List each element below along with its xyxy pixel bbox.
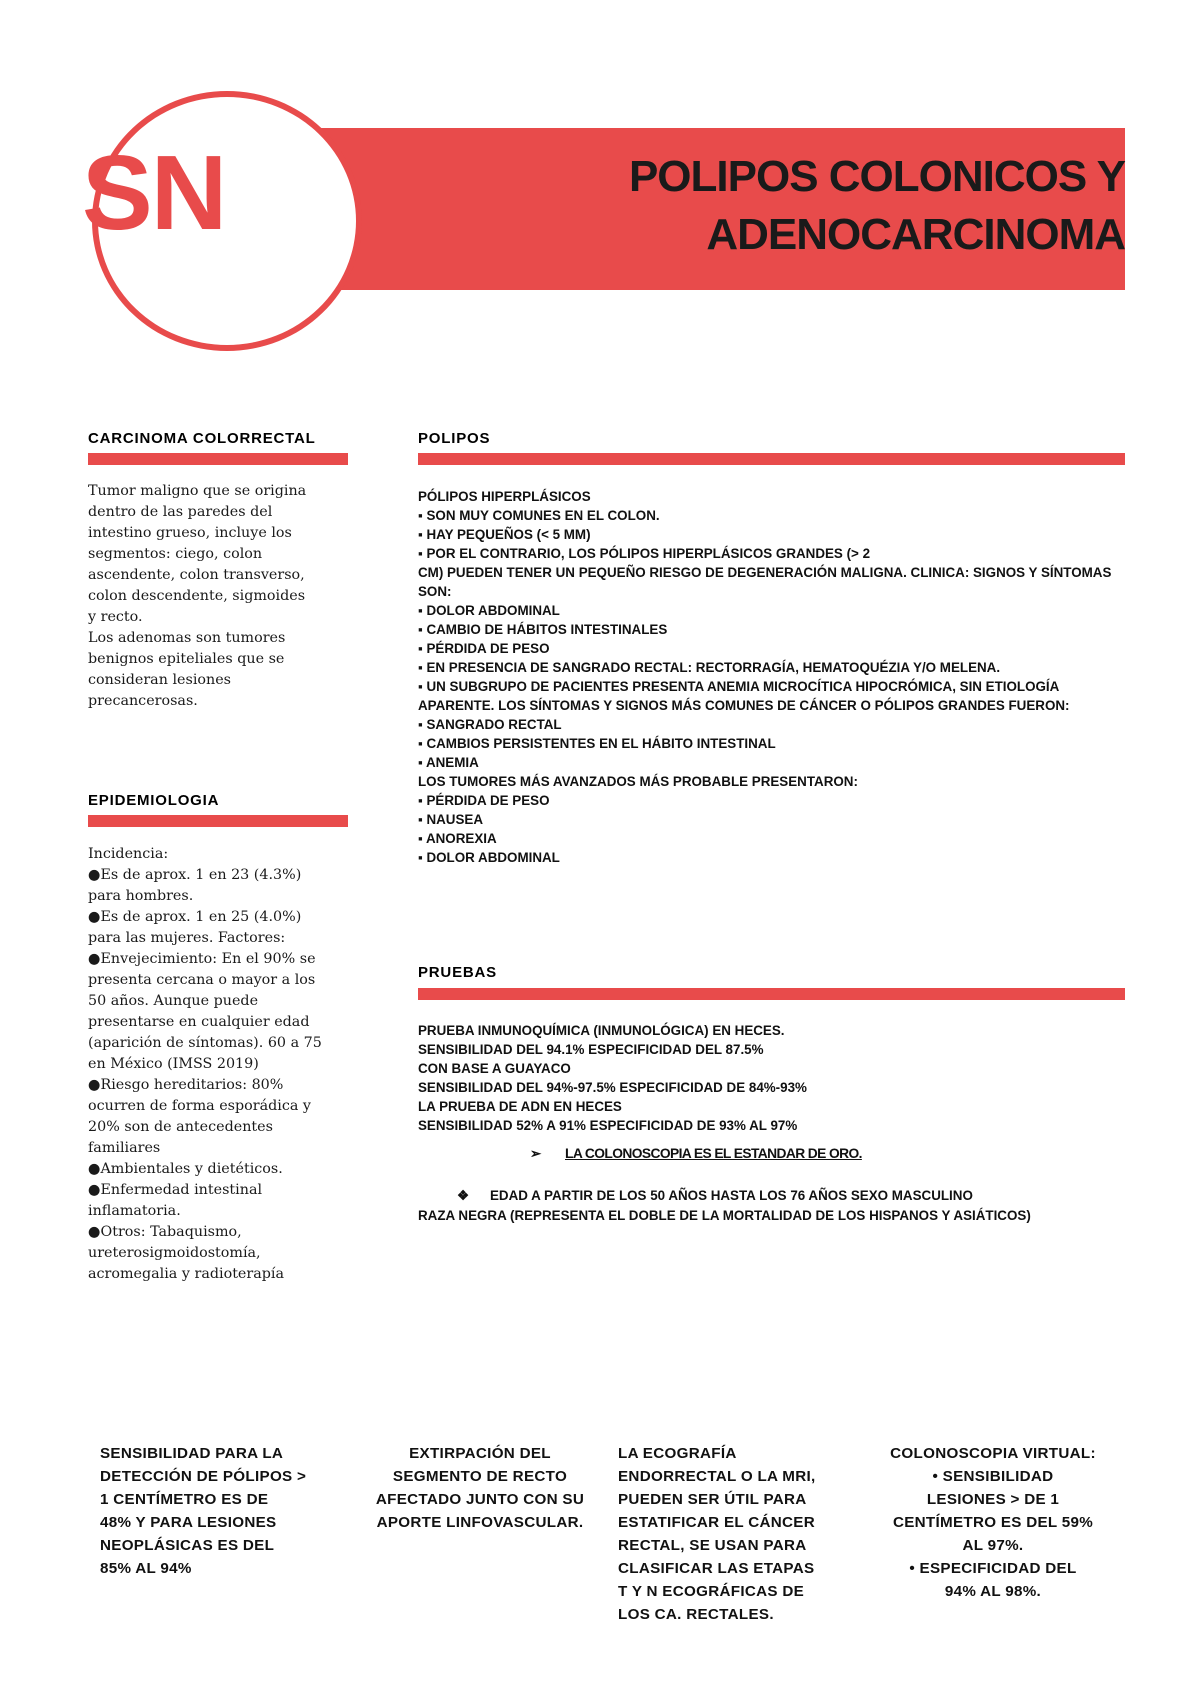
polipos-line: CM) PUEDEN TENER UN PEQUEÑO RIESGO DE DEGENERACIÓN MALIGNA. CLINICA: SIGNOS Y SÍNTOMAS	[418, 565, 1112, 580]
polipos-line: ▪ DOLOR ABDOMINAL	[418, 603, 560, 618]
epidemiologia-line: presenta cercana o mayor a los	[88, 972, 316, 988]
footer-line: T Y N ECOGRÁFICAS DE	[618, 1583, 805, 1600]
epidemiologia-line: inflamatoria.	[88, 1203, 181, 1219]
carcinoma-line: benignos epiteliales que se	[88, 651, 285, 667]
polipos-line: ▪ NAUSEA	[418, 812, 484, 827]
page-title	[425, 148, 1125, 264]
pruebas-rule	[418, 988, 1125, 1000]
title-line: ADENOCARCINOMA	[706, 210, 1125, 259]
polipos-heading: POLIPOS	[418, 430, 491, 447]
polipos-line: ▪ UN SUBGRUPO DE PACIENTES PRESENTA ANEMIA MICROCÍTICA HIPOCRÓMICA, SIN ETIOLOGÍA	[418, 679, 1060, 694]
epidemiologia-line: para hombres.	[88, 888, 194, 904]
polipos-text	[418, 487, 1111, 867]
polipos-rule	[418, 453, 1125, 465]
polipos-line: ▪ PÉRDIDA DE PESO	[418, 641, 550, 656]
pruebas-line: SENSIBILIDAD DEL 94.1% ESPECIFICIDAD DEL 87.5%	[418, 1042, 764, 1057]
carcinoma-rule	[88, 453, 348, 465]
footer-line: 94% AL 98%.	[944, 1583, 1042, 1600]
footer-line: LA ECOGRAFÍA	[618, 1445, 737, 1462]
polipos-line: PÓLIPOS HIPERPLÁSICOS	[418, 489, 591, 504]
pruebas-line: LA PRUEBA DE ADN EN HECES	[418, 1099, 622, 1114]
epidemiologia-rule	[88, 815, 348, 827]
carcinoma-heading: CARCINOMA COLORRECTAL	[88, 430, 316, 447]
epidemiologia-line: ocurren de forma esporádica y	[88, 1098, 312, 1114]
monogram-logo: SN	[82, 134, 226, 252]
gold-standard-note: LA COLONOSCOPIA ES EL ESTANDAR DE ORO.	[565, 1146, 862, 1161]
carcinoma-line: segmentos: ciego, colon	[88, 546, 263, 562]
polipos-line: ▪ POR EL CONTRARIO, LOS PÓLIPOS HIPERPLÁSICOS GRANDES (> 2	[418, 546, 871, 561]
epidemiologia-line: ●Enfermedad intestinal	[88, 1182, 263, 1198]
epidemiologia-line: (aparición de síntomas). 60 a 75	[88, 1035, 322, 1051]
epidemiologia-line: para las mujeres. Factores:	[88, 930, 286, 946]
epidemiologia-line: familiares	[88, 1140, 161, 1156]
carcinoma-line: y recto.	[88, 609, 143, 625]
footer-line: AL 97%.	[962, 1537, 1024, 1554]
footer-line: ESTATIFICAR EL CÁNCER	[618, 1514, 815, 1531]
footer-line: 1 CENTÍMETRO ES DE	[100, 1491, 269, 1508]
footer-line: • SENSIBILIDAD	[932, 1468, 1054, 1485]
carcinoma-line: intestino grueso, incluye los	[88, 525, 292, 541]
footer-line: LOS CA. RECTALES.	[618, 1606, 774, 1623]
footer-line: 48% Y PARA LESIONES	[100, 1514, 277, 1531]
carcinoma-line: precancerosas.	[88, 693, 198, 709]
epidemiologia-heading: EPIDEMIOLOGIA	[88, 792, 220, 809]
pruebas-heading: PRUEBAS	[418, 964, 497, 981]
risk-factor-race: RAZA NEGRA (REPRESENTA EL DOBLE DE LA MORTALIDAD DE LOS HISPANOS Y ASIÁTICOS)	[418, 1208, 1031, 1223]
footer-line: COLONOSCOPIA VIRTUAL:	[890, 1445, 1096, 1462]
title-line: POLIPOS COLONICOS Y	[628, 152, 1125, 201]
footer-line: DETECCIÓN DE PÓLIPOS >	[100, 1468, 307, 1485]
diamond-bullet-icon: ❖	[457, 1188, 470, 1203]
carcinoma-line: Tumor maligno que se origina	[88, 483, 307, 499]
pruebas-line: SENSIBILIDAD DEL 94%-97.5% ESPECIFICIDAD DE 84%-93%	[418, 1080, 807, 1095]
epidemiologia-line: presentarse en cualquier edad	[88, 1014, 310, 1030]
epidemiologia-line: ●Es de aprox. 1 en 23 (4.3%)	[88, 867, 302, 883]
epidemiologia-line: ●Riesgo hereditarios: 80%	[88, 1077, 284, 1093]
polipos-line: SON:	[418, 584, 452, 599]
epidemiologia-line: 50 años. Aunque puede	[88, 993, 259, 1009]
epidemiologia-line: en México (IMSS 2019)	[88, 1056, 259, 1072]
arrow-bullet-icon: ➢	[530, 1146, 542, 1161]
polipos-line: ▪ EN PRESENCIA DE SANGRADO RECTAL: RECTORRAGÍA, HEMATOQUÉZIA Y/O MELENA.	[418, 660, 1001, 675]
polipos-line: ▪ PÉRDIDA DE PESO	[418, 793, 550, 808]
epidemiologia-line: ●Es de aprox. 1 en 25 (4.0%)	[88, 909, 302, 925]
footer-virtual-colonoscopy-column	[868, 1442, 1118, 1603]
polipos-line: ▪ HAY PEQUEÑOS (< 5 MM)	[418, 527, 591, 542]
polipos-line: ▪ SANGRADO RECTAL	[418, 717, 562, 732]
footer-ultrasound-column	[618, 1442, 816, 1626]
polipos-line: APARENTE. LOS SÍNTOMAS Y SIGNOS MÁS COMUNES DE CÁNCER O PÓLIPOS GRANDES FUERON:	[418, 698, 1070, 713]
carcinoma-line: Los adenomas son tumores	[88, 630, 286, 646]
footer-line: EXTIRPACIÓN DEL	[409, 1445, 551, 1462]
epidemiologia-line: Incidencia:	[88, 846, 169, 862]
risk-factor-age: EDAD A PARTIR DE LOS 50 AÑOS HASTA LOS 76 AÑOS SEXO MASCULINO	[490, 1188, 973, 1203]
footer-line: APORTE LINFOVASCULAR.	[376, 1514, 584, 1531]
carcinoma-line: colon descendente, sigmoides	[88, 588, 306, 604]
carcinoma-line: consideran lesiones	[88, 672, 232, 688]
epidemiologia-text	[88, 844, 322, 1285]
carcinoma-text	[88, 481, 306, 712]
footer-line: CENTÍMETRO ES DEL 59%	[892, 1514, 1094, 1531]
polipos-line: ▪ DOLOR ABDOMINAL	[418, 850, 560, 865]
polipos-line: ▪ CAMBIOS PERSISTENTES EN EL HÁBITO INTESTINAL	[418, 736, 776, 751]
footer-line: LESIONES > DE 1	[926, 1491, 1060, 1508]
footer-sensitivity-column	[100, 1442, 306, 1580]
polipos-line: ▪ SON MUY COMUNES EN EL COLON.	[418, 508, 660, 523]
footer-line: PUEDEN SER ÚTIL PARA	[618, 1491, 807, 1508]
pruebas-line: SENSIBILIDAD 52% A 91% ESPECIFICIDAD DE 93% AL 97%	[418, 1118, 798, 1133]
polipos-line: ▪ ANEMIA	[418, 755, 479, 770]
footer-line: ENDORRECTAL O LA MRI,	[618, 1468, 816, 1485]
footer-line: NEOPLÁSICAS ES DEL	[100, 1537, 275, 1554]
polipos-line: ▪ ANOREXIA	[418, 831, 497, 846]
footer-extirpation-column	[355, 1442, 605, 1534]
pruebas-line: PRUEBA INMUNOQUÍMICA (INMUNOLÓGICA) EN HECES.	[418, 1023, 785, 1038]
pruebas-text	[418, 1021, 807, 1135]
footer-line: SENSIBILIDAD PARA LA	[100, 1445, 284, 1462]
epidemiologia-line: ureterosigmoidostomía,	[88, 1245, 261, 1261]
footer-line: AFECTADO JUNTO CON SU	[375, 1491, 585, 1508]
footer-line: • ESPECIFICIDAD DEL	[909, 1560, 1077, 1577]
footer-line: CLASIFICAR LAS ETAPAS	[618, 1560, 815, 1577]
footer-line: SEGMENTO DE RECTO	[392, 1468, 568, 1485]
epidemiologia-line: 20% son de antecedentes	[88, 1119, 273, 1135]
polipos-line: ▪ CAMBIO DE HÁBITOS INTESTINALES	[418, 622, 668, 637]
epidemiologia-line: acromegalia y radioterapía	[88, 1266, 285, 1282]
epidemiologia-line: ●Ambientales y dietéticos.	[88, 1161, 283, 1177]
epidemiologia-line: ●Envejecimiento: En el 90% se	[88, 951, 316, 967]
epidemiologia-line: ●Otros: Tabaquismo,	[88, 1224, 242, 1240]
footer-line: 85% AL 94%	[100, 1560, 192, 1577]
polipos-line: LOS TUMORES MÁS AVANZADOS MÁS PROBABLE PRESENTARON:	[418, 774, 858, 789]
carcinoma-line: dentro de las paredes del	[88, 504, 273, 520]
pruebas-line: CON BASE A GUAYACO	[418, 1061, 571, 1076]
footer-line: RECTAL, SE USAN PARA	[618, 1537, 807, 1554]
carcinoma-line: ascendente, colon transverso,	[88, 567, 305, 583]
